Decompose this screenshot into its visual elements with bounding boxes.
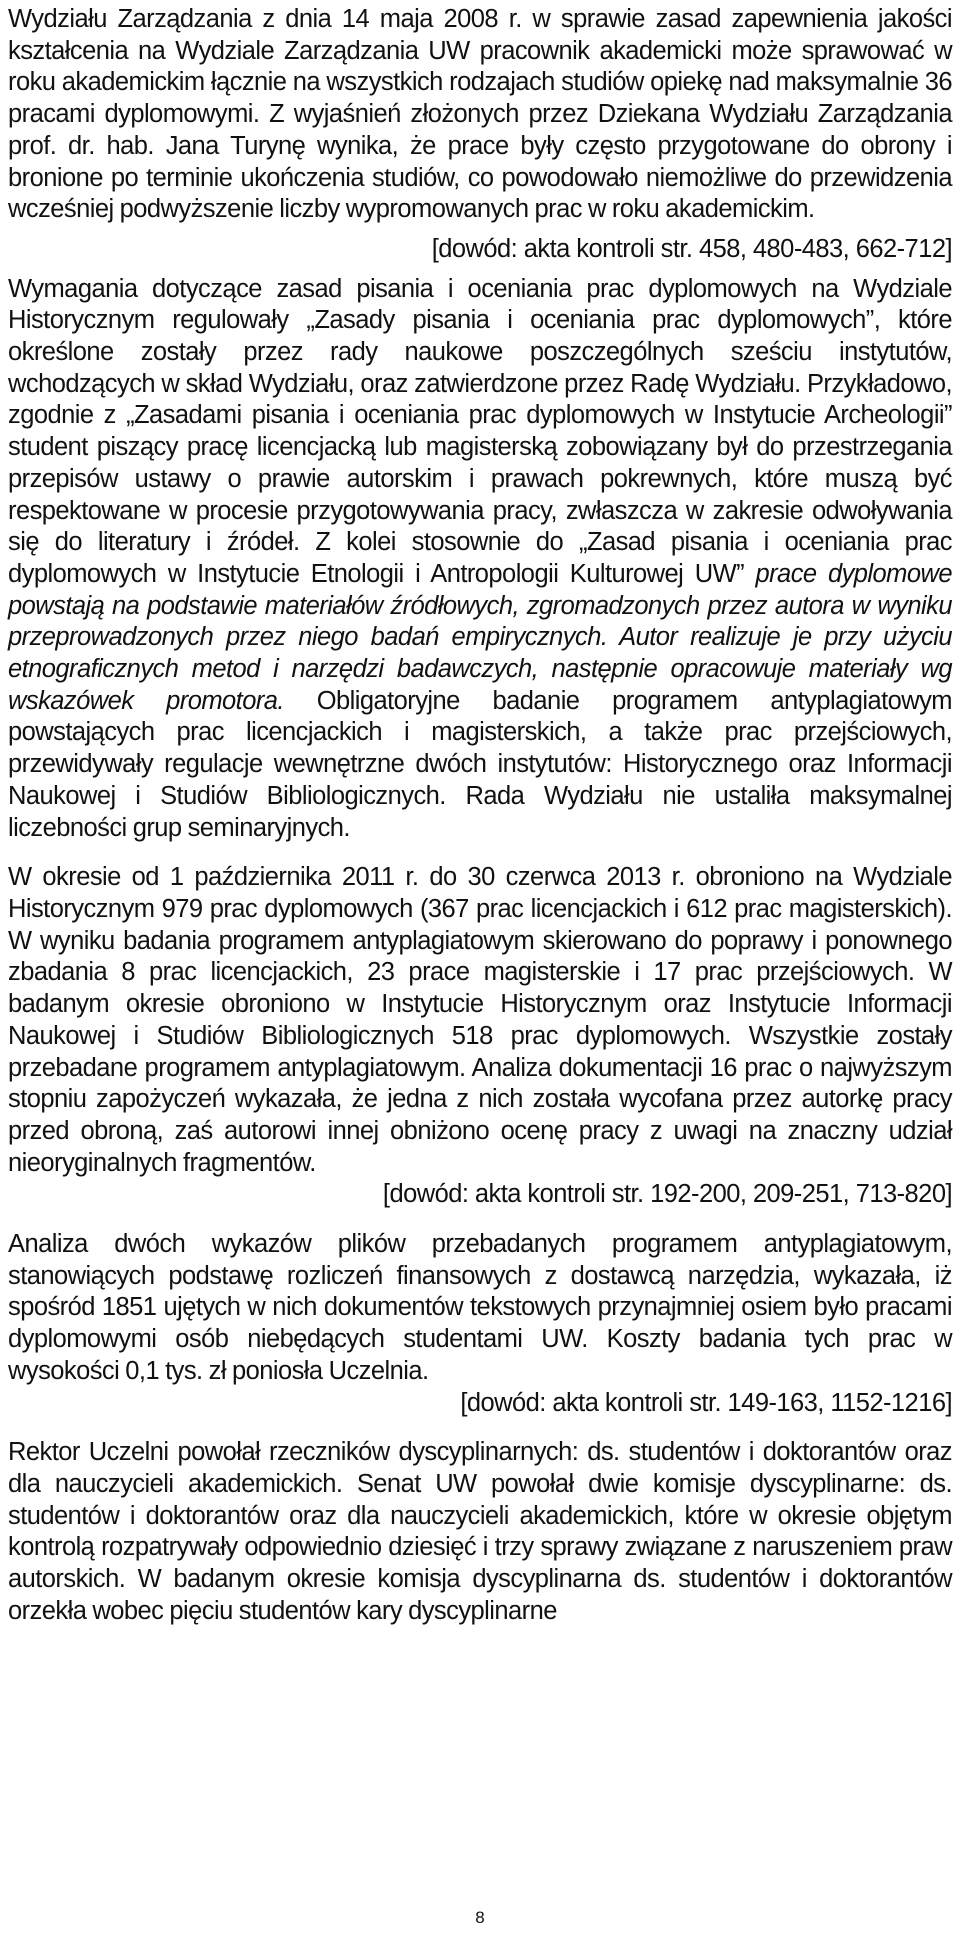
paragraph-1-text: Wydziału Zarządzania z dnia 14 maja 2008 r. w sprawie zasad zapewnienia jakości kształcenia na Wydziale Zarządzania UW pracownik akademicki może sprawować w roku akademickim łącznie na wszystkich rodzajach studiów opiekę nad maksymalnie 36 pracami dyplomowymi. Z wyjaśnień złożonych przez Dziekana Wydziału Zarządzania prof. dr. hab. Jana Turynę wynika, że prace były często przygotowane do obrony i bronione po terminie ukończenia studiów, co powodowało niemożliwe do przewidzenia wcześniej podwyższenie liczby wypromowanych prac w roku akademickim. [8,5,952,224]
paragraph-4-text: Analiza dwóch wykazów plików przebadanych programem antyplagiatowym, stanowiących podstawę rozliczeń finansowych z dostawcą narzędzia, wykazała, iż spośród 1851 ujętych w nich dokumentów tekstowych przynajmniej osiem było pracami dyplomowymi osób niebędących studentami UW. Koszty badania tych prac w wysokości 0,1 tys. zł poniosła Uczelnia. [8,1230,952,1385]
source-reference-3: [dowód: akta kontroli str. 149-163, 1152-1216] [460,1388,952,1417]
paragraph-2-quote-italic: prace dyplomowe powstają na podstawie materiałów źródłowych, zgromadzonych przez autora w wyniku przeprowadzonych przez niego badań empirycznych. Autor realizuje je przy użyciu etnograficznych metod i narzędzi badawczych, następnie opracowuje materiały wg wskazówek promotora. [8,559,952,715]
paragraph-2 [8,274,952,845]
paragraph-3 [8,862,952,1179]
document-body [8,4,952,1627]
paragraph-5-text: Rektor Uczelni powołał rzeczników dyscyplinarnych: ds. studentów i doktorantów oraz dla nauczycieli akademickich. Senat UW powołał dwie komisje dyscyplinarne: ds. studentów i doktorantów oraz dla nauczycieli akademickich, które w okresie objętym kontrolą rozpatrywały odpowiednio dziesięć i trzy sprawy związane z naruszeniem praw autorskich. W badanym okresie komisja dyscyplinarna ds. studentów i doktorantów orzekła wobec pięciu studentów kary dyscyplinarne [8,1438,952,1625]
paragraph-2-text-c: Obligatoryjne badanie programem antyplagiatowym powstających prac licencjackich i magisterskich, a także prac przejściowych, przewidywały regulacje wewnętrzne dwóch instytutów: Historycznego oraz Informacji Naukowej i Studiów Bibliologicznych. Rada Wydziału nie ustaliła maksymalnej liczebności grup seminaryjnych. [8,686,953,842]
page-number: 8 [475,1908,485,1927]
source-reference-2: [dowód: akta kontroli str. 192-200, 209-251, 713-820] [382,1180,952,1209]
paragraph-5 [8,1437,952,1627]
paragraph-1 [8,4,952,226]
source-reference-1: [dowód: akta kontroli str. 458, 480-483, 662-712] [431,234,952,263]
paragraph-3-text: W okresie od 1 października 2011 r. do 30 czerwca 2013 r. obroniono na Wydziale Historycznym 979 prac dyplomowych (367 prac licencjackich i 612 prac magisterskich). W wyniku badania programem antyplagiatowym skierowano do poprawy i ponownego zbadania 8 prac licencjackich, 23 prace magisterskie i 17 prac przejściowych. W badanym okresie obroniono w Instytucie Historycznym oraz Instytucie Informacji Naukowej i Studiów Bibliologicznych 518 prac dyplomowych. Wszystkie zostały przebadane programem antyplagiatowym. Analiza dokumentacji 16 prac o najwyższym stopniu zapożyczeń wykazała, że jedna z nich została wycofana przez autorkę pracy przed obroną, zaś autorowi innej obniżono ocenę pracy z uwagi na znaczny udział nieoryginalnych fragmentów. [8,863,952,1177]
paragraph-4 [8,1229,952,1388]
paragraph-2-text-a: Wymagania dotyczące zasad pisania i oceniania prac dyplomowych na Wydziale Historycznym regulowały „Zasady pisania i oceniania prac dyplomowych”, które określone zostały przez rady naukowe poszczególnych sześciu instytutów, wchodzących w skład Wydziału, oraz zatwierdzone przez Radę Wydziału. Przykładowo, zgodnie z „Zasadami pisania i oceniania prac dyplomowych w Instytucie Archeologii” student piszący pracę licencjacką lub magisterską zobowiązany był do przestrzegania przepisów ustawy o prawie autorskim i prawach pokrewnych, które muszą być respektowane w procesie przygotowywania pracy, zwłaszcza w zakresie odwoływania się do literatury i źródeł. Z kolei stosownie do „Zasad pisania i oceniania prac dyplomowych w Instytucie Etnologii i Antropologii Kulturowej UW” [8,274,952,588]
